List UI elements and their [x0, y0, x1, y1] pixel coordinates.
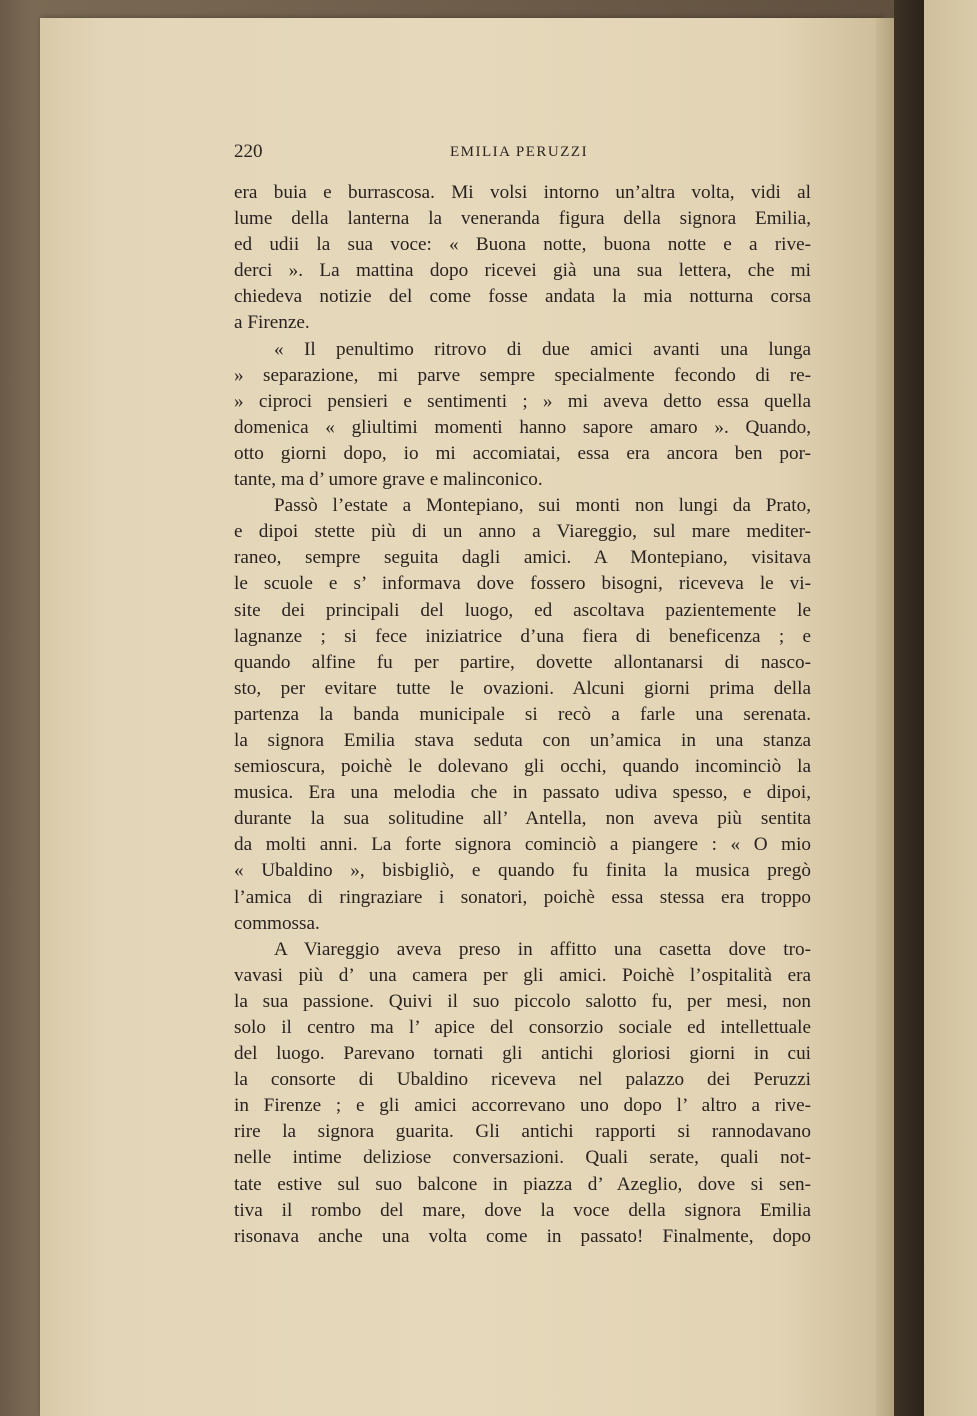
text-line: semioscura, poichè le dolevano gli occhi, quando incominciò la	[234, 756, 811, 778]
text-line: sto, per evitare tutte le ovazioni. Alcuni giorni prima della	[234, 677, 811, 699]
text-line: ed udii la sua voce: « Buona notte, buona notte e a rive-	[234, 234, 811, 256]
text-line: « Ubaldino », bisbigliò, e quando fu finita la musica pregò	[234, 860, 811, 882]
text-line: otto giorni dopo, io mi accomiatai, essa era ancora ben por-	[234, 442, 811, 464]
running-title: EMILIA PERUZZI	[450, 144, 589, 160]
text-line: chiedeva notizie del come fosse andata la mia notturna corsa	[234, 286, 811, 308]
text-line: tiva il rombo del mare, dove la voce della signora Emilia	[234, 1199, 811, 1221]
text-line: site dei principali del luogo, ed ascoltava pazientemente le	[234, 599, 811, 621]
text-line: » ciproci pensieri e sentimenti ; » mi aveva detto essa quella	[234, 390, 811, 412]
text-line: musica. Era una melodia che in passato udiva spesso, e dipoi,	[234, 782, 811, 804]
text-line: in Firenze ; e gli amici accorrevano uno dopo l’ altro a rive-	[234, 1095, 811, 1117]
text-line: lume della lanterna la veneranda figura della signora Emilia,	[234, 208, 811, 230]
text-line: la signora Emilia stava seduta con un’amica in una stanza	[234, 729, 811, 751]
text-line: « Il penultimo ritrovo di due amici avanti una lunga	[274, 338, 811, 360]
text-line: da molti anni. La forte signora cominciò a piangere : « O mio	[234, 834, 811, 856]
text-line: la consorte di Ubaldino riceveva nel palazzo dei Peruzzi	[234, 1069, 811, 1091]
text-line: domenica « gliultimi momenti hanno sapore amaro ». Quando,	[234, 416, 811, 438]
text-line: lagnanze ; si fece iniziatrice d’una fiera di beneficenza ; e	[234, 625, 811, 647]
book-gutter	[894, 0, 924, 1416]
text-line: del luogo. Parevano tornati gli antichi gloriosi giorni in cui	[234, 1043, 811, 1065]
body-text	[234, 180, 811, 1250]
facing-page-edge	[924, 0, 977, 1416]
text-line: rire la signora guarita. Gli antichi rapporti si rannodavano	[234, 1121, 811, 1143]
page-edge	[876, 18, 894, 1416]
text-line: e dipoi stette più di un anno a Viareggio, sul mare mediter-	[234, 521, 811, 543]
text-line: era buia e burrascosa. Mi volsi intorno un’altra volta, vidi al	[234, 182, 811, 203]
text-line: » separazione, mi parve sempre specialmente fecondo di re-	[234, 364, 811, 386]
text-line: commossa.	[234, 912, 320, 934]
text-line: solo il centro ma l’ apice del consorzio sociale ed intellettuale	[234, 1017, 811, 1038]
text-line: derci ». La mattina dopo ricevei già una sua lettera, che mi	[234, 260, 811, 282]
text-line: risonava anche una volta come in passato! Finalmente, dopo	[234, 1225, 811, 1247]
text-line: l’amica di ringraziare i sonatori, poichè essa stessa era troppo	[234, 886, 811, 908]
text-line: la sua passione. Quivi il suo piccolo salotto fu, per mesi, non	[234, 990, 811, 1012]
text-line: durante la sua solitudine all’ Antella, non aveva più sentita	[234, 808, 811, 830]
text-line: vavasi più d’ una camera per gli amici. Poichè l’ospitalità era	[234, 964, 811, 986]
page-header	[234, 141, 814, 165]
text-line: tate estive sul suo balcone in piazza d’ Azeglio, dove si sen-	[234, 1173, 811, 1195]
text-line: raneo, sempre seguita dagli amici. A Montepiano, visitava	[234, 547, 811, 569]
text-line: partenza la banda municipale si recò a farle una serenata.	[234, 703, 811, 725]
page-number: 220	[234, 141, 263, 162]
text-line: le scuole e s’ informava dove fossero bisogni, riceveva le vi-	[234, 573, 811, 595]
text-line: quando alfine fu per partire, dovette allontanarsi di nasco-	[234, 651, 811, 673]
text-line: a Firenze.	[234, 312, 310, 334]
text-line: Passò l’estate a Montepiano, sui monti non lungi da Prato,	[274, 495, 811, 517]
text-line: tante, ma d’ umore grave e malinconico.	[234, 469, 543, 491]
text-line: nelle intime deliziose conversazioni. Quali serate, quali not-	[234, 1147, 811, 1169]
text-line: A Viareggio aveva preso in affitto una casetta dove tro-	[274, 938, 811, 960]
